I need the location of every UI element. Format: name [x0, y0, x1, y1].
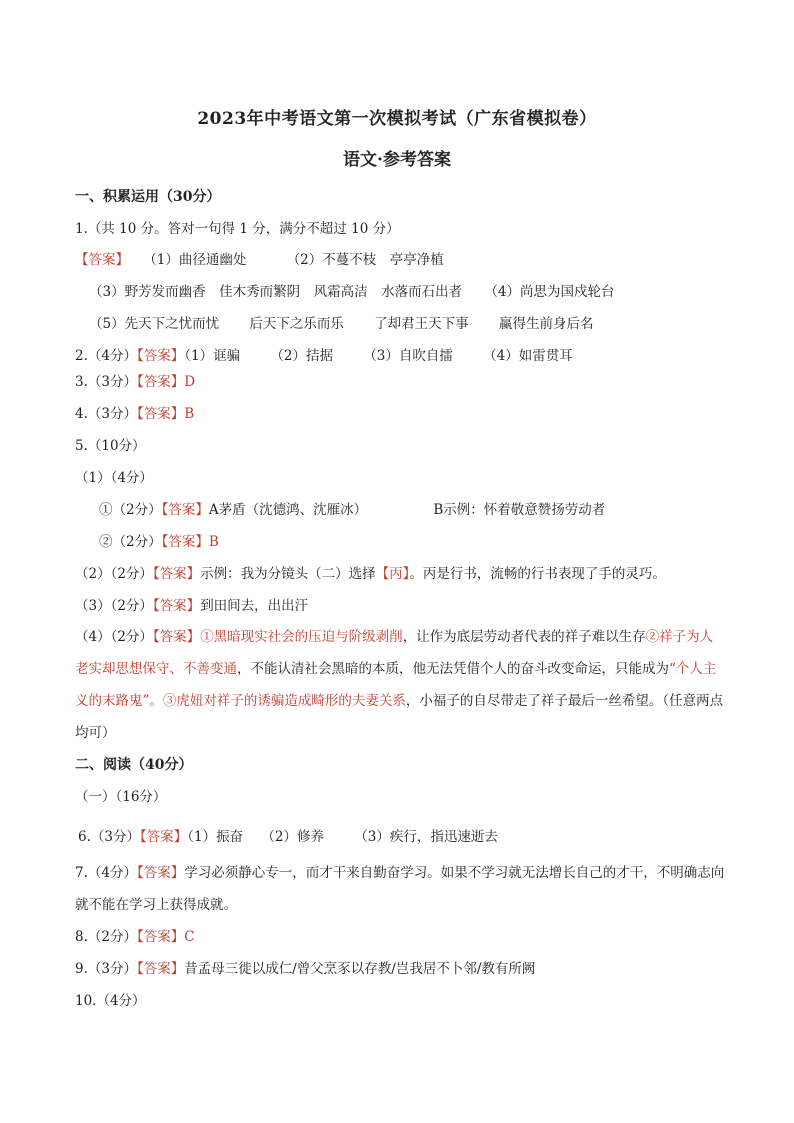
- q1-row3: [89, 315, 593, 333]
- q3-prefix: 3.（3分）: [75, 374, 137, 390]
- q2-item-4: （4）如雷贯耳: [483, 348, 573, 364]
- q5-p2-line: [75, 565, 666, 583]
- q5-p3-answer: 到田间去，出出汗: [200, 598, 309, 614]
- q6-item-2: （2）修养: [261, 829, 324, 845]
- q1-item-2: （2）不蔓不枝 亭亭净植: [286, 252, 444, 268]
- q5-p4-text3: ，小福子的自尽带走了祥子最后一丝希望。（任意两点均可）: [75, 693, 724, 741]
- q5-p3-line: [75, 597, 308, 615]
- q4-answer: B: [184, 406, 195, 422]
- q8-prefix: 8.（2分）: [75, 929, 137, 945]
- section1-heading: 一、积累运用（30分）: [75, 189, 221, 205]
- answer-tag: 【答案】: [136, 374, 185, 390]
- q5-prefix: 5.（10分）: [75, 438, 146, 454]
- q6-item-3: （3）疾行，指迅速逝去: [354, 829, 498, 845]
- q1-row1: [75, 251, 444, 269]
- q5-p2-answer-a: 示例：我为分镜头（二）选择: [200, 566, 376, 582]
- q5-p1a-answer2: B示例：怀着敬意赞扬劳动者: [433, 502, 606, 518]
- answer-tag: 【答案】: [152, 598, 201, 614]
- q10-prefix: 10.（4分）: [75, 993, 146, 1009]
- q5-p4-point2: ②祥子为人老实却思想保守、不善变通: [75, 629, 714, 677]
- q5-p4-prefix: （4）（2分）: [75, 629, 153, 645]
- q1-item-5d: 赢得生前身后名: [498, 316, 594, 332]
- q5-p1a-line: [99, 501, 605, 519]
- q5-p4-paragraph: [75, 621, 725, 749]
- q5-p2-answer-tag: 【丙】: [375, 566, 410, 582]
- q1-item-3: （3）野芳发而幽香 佳木秀而繁阴 风霜高洁 水落而石出者: [89, 284, 463, 300]
- q2-prefix: 2.（4分）: [75, 348, 137, 364]
- q9-answer: 昔孟母三徙以成仁/曾父烹豕以存教/岂我居不卜邻/教有所阙: [184, 961, 536, 977]
- answer-tag: 【答案】: [136, 929, 185, 945]
- q1-item-5c: 了却君王天下事: [374, 316, 469, 332]
- q5-p4-point3: “个人主义的末路鬼”。③虎妞对祥子的诱骗造成畸形的夫妻关系: [75, 661, 717, 709]
- q1-intro: 1.（共 10 分。答对一句得 1 分，满分不超过 10 分）: [75, 221, 400, 237]
- q4-line: [75, 405, 194, 423]
- q3-answer: D: [184, 374, 196, 390]
- q5-p3-prefix: （3）（2分）: [75, 598, 153, 614]
- q9-line: [75, 960, 535, 978]
- q1-item-4: （4）尚思为国戍轮台: [484, 284, 615, 300]
- answer-tag: 【答案】: [161, 534, 209, 550]
- q1-row2: [89, 283, 614, 301]
- q5-p2-prefix: （2）（2分）: [75, 566, 153, 582]
- q1-item-5b: 后天下之乐而乐: [249, 316, 344, 332]
- answer-tag: 【答案】: [161, 502, 209, 518]
- q5-p4-point1: ①黑暗现实社会的压迫与阶级剥削: [200, 629, 403, 645]
- q8-line: [75, 928, 195, 946]
- q5-p1b-prefix: ②（2分）: [99, 534, 162, 550]
- answer-tag: 【答案】: [152, 566, 201, 582]
- q5-p4-text1: ，让作为底层劳动者代表的祥子难以生存: [402, 629, 646, 645]
- q4-prefix: 4.（3分）: [75, 406, 137, 422]
- q9-prefix: 9.（3分）: [75, 961, 137, 977]
- answer-tag: 【答案】: [136, 961, 185, 977]
- q2-item-3: （3）自吹自擂: [363, 348, 453, 364]
- q7-answer: 学习必须静心专一，而才干来自勤奋学习。如果不学习就无法增长自己的才干，不明确志向就不能在学习上获得成就。: [75, 865, 725, 913]
- q5-part1: （1）（4分）: [75, 470, 153, 486]
- q1-item-5a: （5）先天下之忧而忧: [89, 316, 220, 332]
- q7-paragraph: [75, 857, 725, 921]
- page-title: 2023年中考语文第一次模拟考试（广东省模拟卷）: [197, 109, 597, 129]
- q6-item-1: （1）振奋: [187, 829, 244, 845]
- page-subtitle: 语文·参考答案: [343, 150, 451, 170]
- q1-item-1: （1）曲径通幽处: [143, 252, 247, 268]
- q5-p4-text2: ，不能认清社会黑暗的本质，他无法凭借个人的奋斗改变命运，只能成为: [237, 661, 669, 677]
- q5-p1b-answer: B: [208, 534, 219, 550]
- answer-tag: 【答案】: [75, 252, 129, 268]
- answer-tag: 【答案】: [139, 829, 188, 845]
- q5-p2-answer-b: 。丙是行书，流畅的行书表现了手的灵巧。: [409, 566, 666, 582]
- answer-tag: 【答案】: [136, 348, 185, 364]
- q2-item-1: （1）诓骗: [184, 348, 241, 364]
- section2-heading: 二、阅读（40分）: [75, 757, 193, 773]
- q8-answer: C: [184, 929, 195, 945]
- q5-p1b-line: [99, 533, 219, 551]
- q5-p1a-prefix: ①（2分）: [99, 502, 162, 518]
- q2-line: [75, 347, 573, 365]
- answer-tag: 【答案】: [136, 865, 185, 881]
- q6-line: [78, 828, 498, 846]
- answer-tag: 【答案】: [136, 406, 185, 422]
- q5-p1a-answer: A茅盾（沈德鸿、沈雁冰）: [208, 502, 368, 518]
- q6-prefix: 6.（3分）: [78, 829, 140, 845]
- answer-tag: 【答案】: [152, 629, 201, 645]
- section2-part1: （一）（16分）: [75, 789, 167, 805]
- q3-line: [75, 373, 195, 391]
- q2-item-2: （2）拮据: [270, 348, 333, 364]
- q7-prefix: 7.（4分）: [75, 865, 137, 881]
